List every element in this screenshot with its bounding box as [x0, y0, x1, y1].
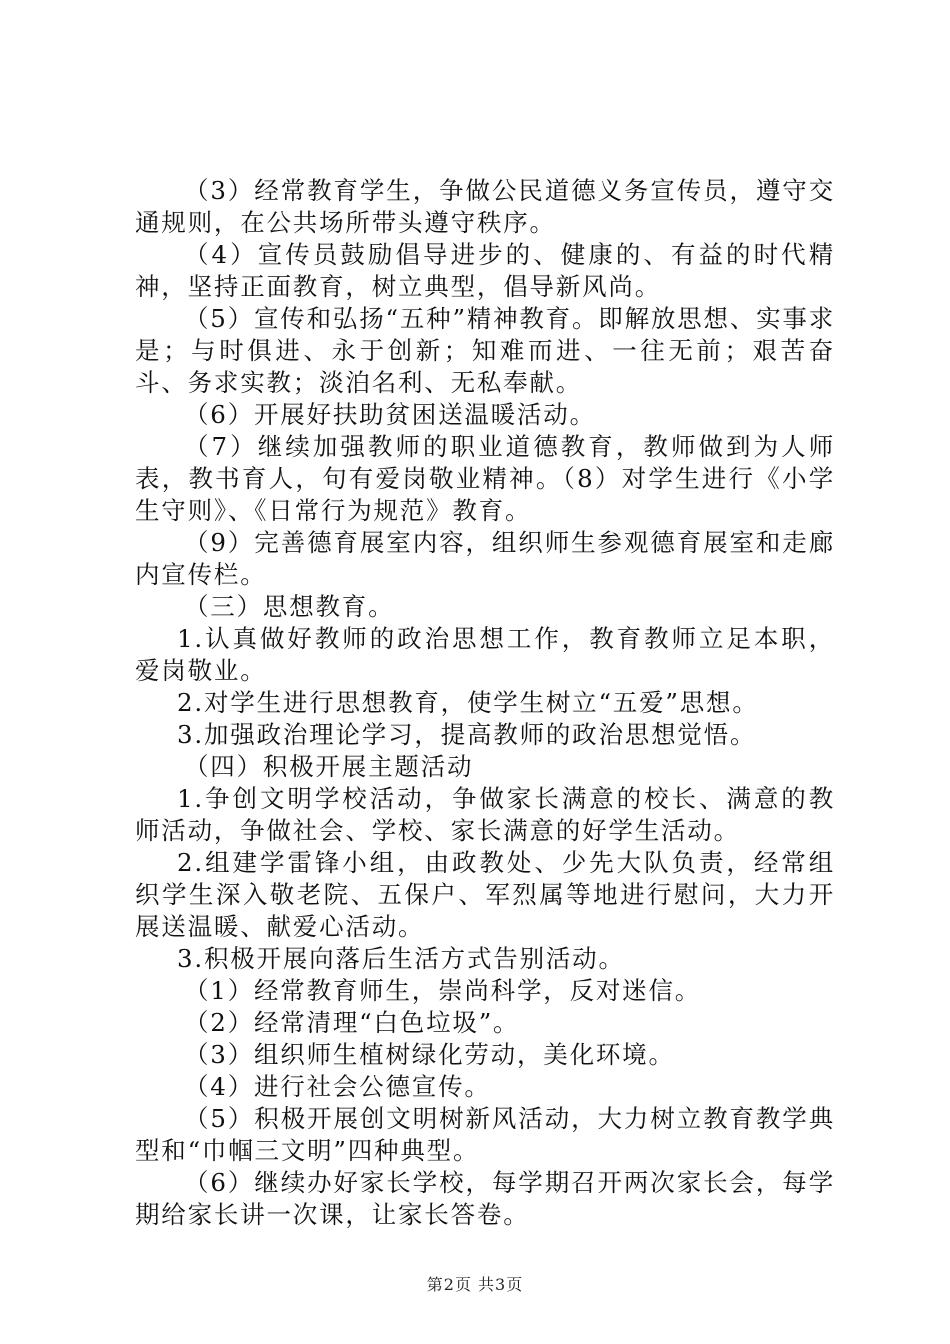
paragraph-activity-1: 1.争创文明学校活动，争做家长满意的校长、满意的教师活动，争做社会、学校、家长满意的好学生活动。 [135, 784, 835, 845]
section-heading-thought-education: （三）思想教育。 [184, 592, 395, 621]
paragraph-item-6: （6）开展好扶助贫困送温暖活动。 [184, 400, 596, 429]
document-body [135, 175, 835, 1231]
section-heading-theme-activities: （四）积极开展主题活动 [184, 752, 474, 781]
paragraph-item-3: （3）经常教育学生，争做公民道德义务宣传员，遵守交通规则，在公共场所带头遵守秩序。 [135, 176, 835, 237]
paragraph-subitem-1: （1）经常教育师生，崇尚科学，反对迷信。 [184, 976, 702, 1005]
paragraph-item-5: （5）宣传和弘扬“五种”精神教育。即解放思想、实事求是；与时俱进、永于创新；知难而进、一往无前；艰苦奋斗、务求实教；淡泊名利、无私奉献。 [135, 304, 835, 397]
paragraph-thought-2: 2.对学生进行思想教育，使学生树立“五爱”思想。 [177, 688, 759, 717]
paragraph-subitem-5: （5）积极开展创文明树新风活动，大力树立教育教学典型和“巾帼三文明”四种典型。 [135, 1104, 835, 1165]
paragraph-item-7-8: （7）继续加强教师的职业道德教育，教师做到为人师表，教书育人，句有爱岗敬业精神。（8）对学生进行《小学生守则》、《日常行为规范》教育。 [135, 432, 835, 525]
page-number-indicator: 第2页 共3页 [426, 1275, 524, 1294]
page-footer [0, 1272, 950, 1295]
paragraph-item-4: （4）宣传员鼓励倡导进步的、健康的、有益的时代精神，坚持正面教育，树立典型，倡导新风尚。 [135, 240, 835, 301]
paragraph-subitem-4: （4）进行社会公德宣传。 [184, 1072, 491, 1101]
paragraph-thought-1: 1.认真做好教师的政治思想工作，教育教师立足本职，爱岗敬业。 [135, 624, 835, 685]
paragraph-activity-3: 3.积极开展向落后生活方式告别活动。 [177, 944, 625, 973]
paragraph-item-9: （9）完善德育展室内容，组织师生参观德育展室和走廊内宣传栏。 [135, 528, 835, 589]
paragraph-subitem-2: （2）经常清理“白色垃圾”。 [184, 1008, 520, 1037]
paragraph-thought-3: 3.加强政治理论学习，提高教师的政治思想觉悟。 [177, 720, 757, 749]
paragraph-subitem-3: （3）组织师生植树绿化劳动，美化环境。 [184, 1040, 675, 1069]
paragraph-subitem-6: （6）继续办好家长学校，每学期召开两次家长会，每学期给家长讲一次课，让家长答卷。 [135, 1168, 835, 1229]
paragraph-activity-2: 2.组建学雷锋小组，由政教处、少先大队负责，经常组织学生深入敬老院、五保户、军烈属等地进行慰问，大力开展送温暖、献爱心活动。 [135, 848, 835, 941]
